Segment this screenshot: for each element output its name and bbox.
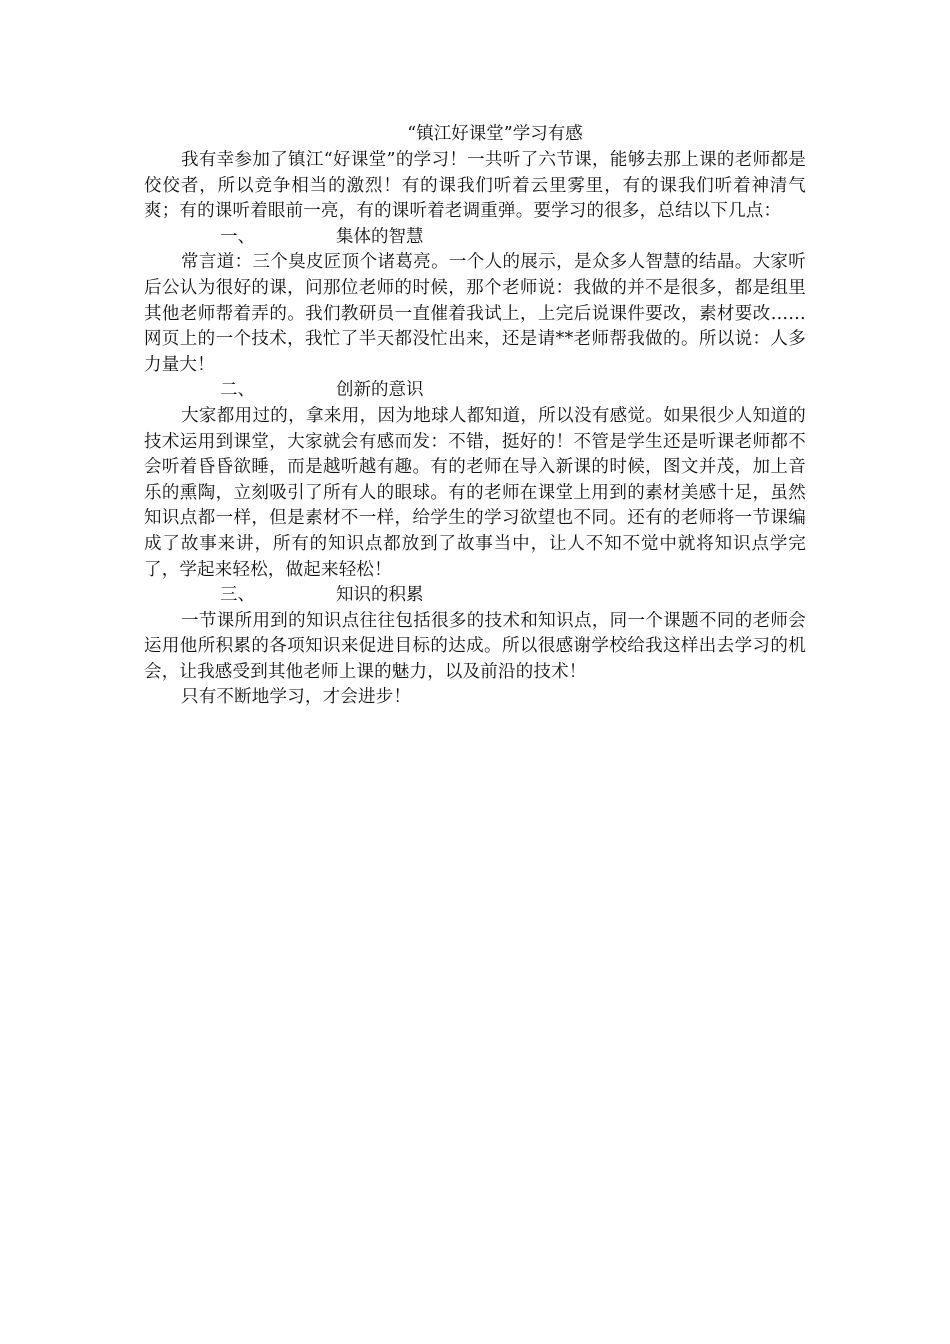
section-number: 三、 xyxy=(220,585,255,606)
section-body-2: 大家都用过的，拿来用，因为地球人都知道，所以没有感觉。如果很少人知道的技术运用到课堂，大家就会有感而发：不错，挺好的！不管是学生还是听课老师都不会听着昏昏欲睡，而是越听越有趣。有的老师在导入新课的时候，图文并茂，加上音乐的熏陶，立刻吸引了所有人的眼球。有的老师在课堂上用到的素材美感十足，虽然知识点都一样，但是素材不一样，给学生的学习欲望也不同。还有的老师将一节课编成了故事来讲，所有的知识点都放到了故事当中，让人不知不觉中就将知识点学完了，学起来轻松，做起来轻松！ xyxy=(144,405,806,580)
section-heading-1 xyxy=(144,225,806,251)
closing-paragraph: 只有不断地学习，才会进步！ xyxy=(181,687,412,708)
section-title: 创新的意识 xyxy=(336,380,424,401)
section-title: 集体的智慧 xyxy=(336,226,424,247)
section-body-3: 一节课所用到的知识点往往包括很多的技术和知识点，同一个课题不同的老师会运用他所积累的各项知识来促进目标的达成。所以很感谢学校给我这样出去学习的机会，让我感受到其他老师上课的魅力，以及前沿的技术！ xyxy=(144,610,806,682)
section-heading-2 xyxy=(144,378,806,404)
document-title: “镇江好课堂”学习有感 xyxy=(407,124,583,144)
section-number: 一、 xyxy=(220,226,255,247)
section-title: 知识的积累 xyxy=(336,585,424,606)
section-number: 二、 xyxy=(220,380,255,401)
section-body-1: 常言道：三个臭皮匠顶个诸葛亮。一个人的展示，是众多人智慧的结晶。大家听后公认为很好的课，问那位老师的时候，那个老师说：我做的并不是很多，都是组里其他老师帮着弄的。我们教研员一直催着我试上，上完后说课件要改，素材要改……网页上的一个技术，我忙了半天都没忙出来，还是请**老师帮我做的。所以说：人多力量大！ xyxy=(144,252,806,375)
section-heading-3 xyxy=(144,583,806,609)
document-page xyxy=(144,120,806,711)
intro-paragraph: 我有幸参加了镇江“好课堂”的学习！一共听了六节课，能够去那上课的老师都是佼佼者，所以竞争相当的激烈！有的课我们听着云里雾里，有的课我们听着神清气爽；有的课听着眼前一亮，有的课听着老调重弹。要学习的很多，总结以下几点： xyxy=(144,150,806,222)
